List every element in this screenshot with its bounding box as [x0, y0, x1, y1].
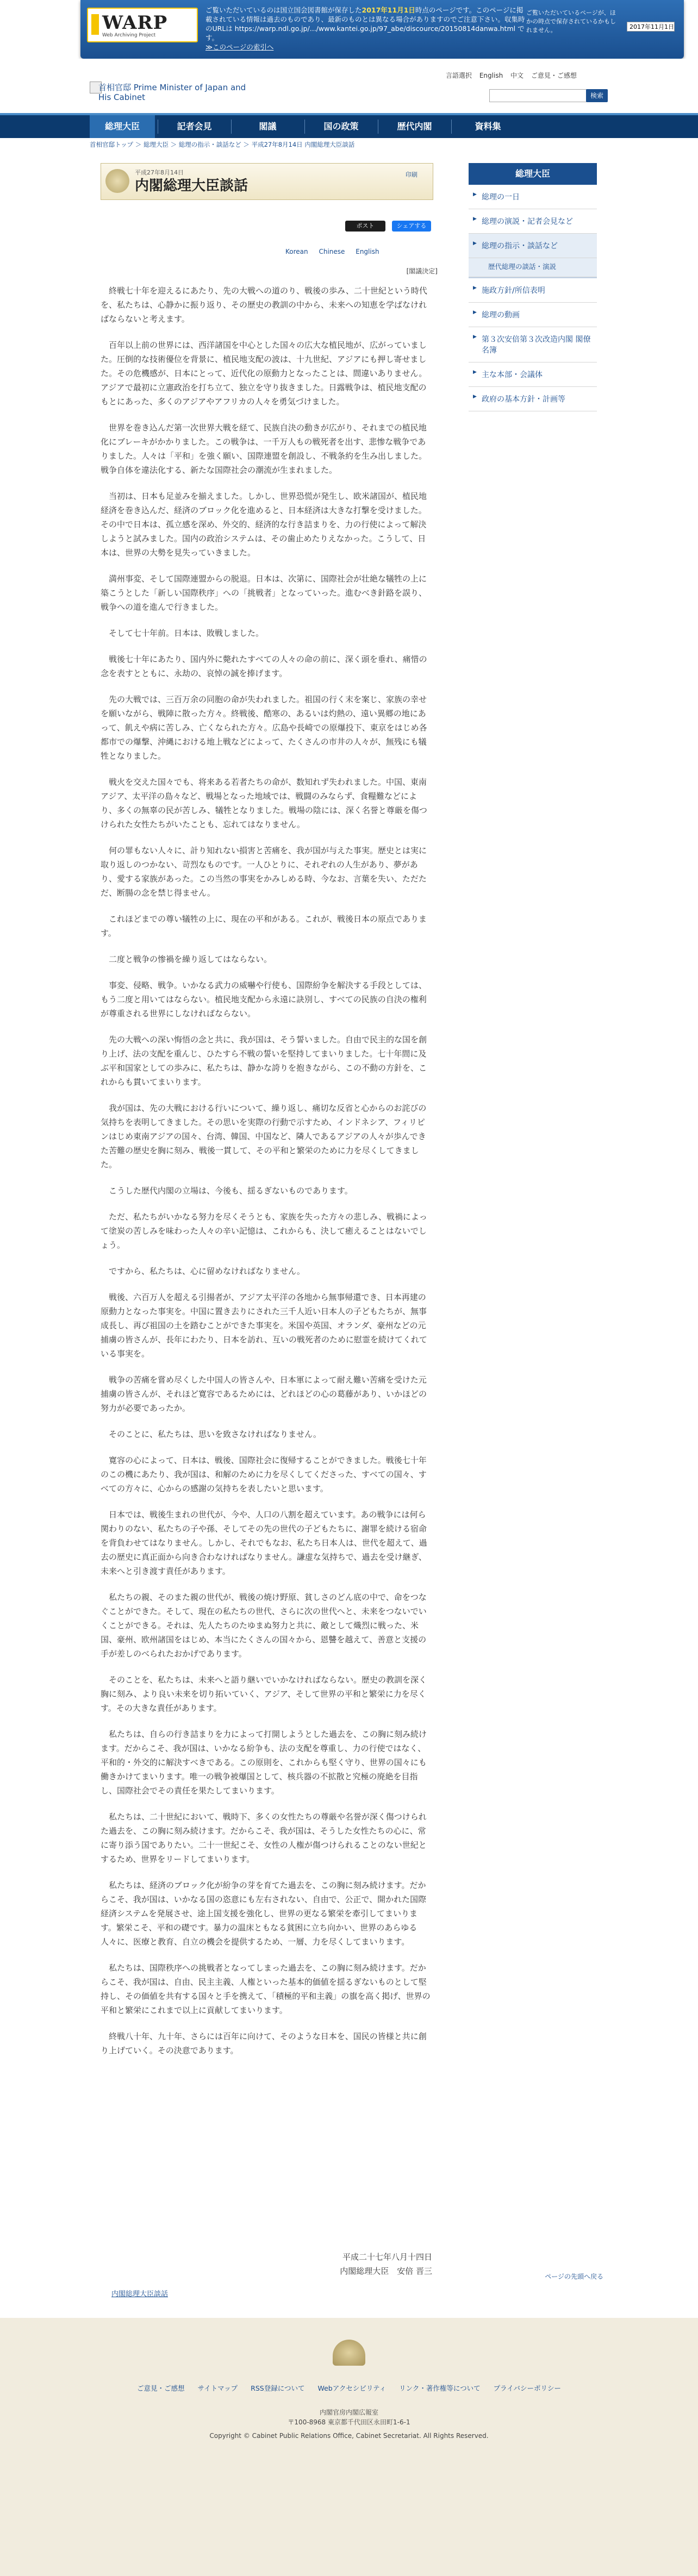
statement-paragraph: 二度と戦争の惨禍を繰り返してはならない。	[109, 954, 272, 964]
warp-logo-sub: Web Archiving Project	[102, 33, 156, 38]
sidebar-item-basic-policy[interactable]: ▶ 政府の基本方針・計画等	[469, 387, 597, 411]
nav-prime-minister[interactable]: 総理大臣	[90, 115, 155, 138]
footer-link-feedback[interactable]: ご意見・ご感想	[137, 2384, 185, 2392]
nav-cabinet-meeting[interactable]: 閣議	[259, 121, 277, 132]
statement-link[interactable]: 内閣総理大臣談話	[111, 2290, 169, 2298]
statement-paragraph: 戦争の苦痛を嘗め尽くした中国人の皆さんや、日本軍によって耐え難い苦痛を受けた元捕虜の皆さんが、それほど寛容であるためには、どれほどの心の葛藤があり、いかほどの努力が必要であったか。	[101, 1375, 427, 1413]
sidebar-item-speeches[interactable]: ▶ 総理の演説・記者会見など	[469, 209, 597, 234]
warp-logo-mark	[91, 14, 99, 35]
print-link[interactable]: 印刷	[406, 171, 417, 178]
footer-link-sitemap[interactable]: サイトマップ	[197, 2384, 238, 2392]
statement-paragraph: 先の大戦への深い悔悟の念と共に、我が国は、そう誓いました。自由で民主的な国を創り上げ、法の支配を重んじ、ひたすら不戦の誓いを堅持してまいりました。七十年間に及ぶ平和国家としての歩みに、私たちは、静かな誇りを抱きながら、この不動の方針を、これからも貫いてまいります。	[101, 1035, 427, 1087]
statement-paragraph: 何の罪もない人々に、計り知れない損害と苦痛を、我が国が与えた事実。歴史とは実に取り返しのつかない、苛烈なものです。一人ひとりに、それぞれの人生があり、夢があり、愛する家族があった。この当然の事実をかみしめる時、今なお、言葉を失い、ただただ、断腸の念を禁じ得ません。	[101, 846, 427, 898]
warp-date-select[interactable]: 2017年11月1日	[627, 22, 675, 32]
warp-side-text: ご覧いただいているページが、ほかの時点で保存されているかもしれません。	[526, 9, 616, 34]
site-header	[0, 59, 698, 113]
nav-documents[interactable]: 資料集	[475, 121, 501, 132]
statement-paragraph: そのことを、私たちは、未来へと語り継いでいかなければならない。歴史の教訓を深く胸に刻み、より良い未来を切り拓いていく、アジア、そして世界の平和と繁栄に力を尽くす。その大きな責任があります。	[101, 1675, 427, 1713]
warp-banner	[80, 0, 684, 59]
statement-paragraph: 私たちは、二十世紀において、戦時下、多くの女性たちの尊厳や名誉が深く傷つけられた過去を、この胸に刻み続けます。だからこそ、我が国は、そうした女性たちの心に、常に寄り添う国でありたい。二十一世紀こそ、女性の人権が傷つけられることのない世紀とするため、世界をリードしてまいります。	[101, 1812, 427, 1864]
sidebar-item-statements[interactable]: ▶ 総理の指示・談話など	[469, 234, 597, 258]
sidebar-item-daily[interactable]: ▶ 総理の一日	[469, 185, 597, 209]
statement-paragraph: 我が国は、先の大戦における行いについて、繰り返し、痛切な反省と心からのお詫びの気持ちを表明してきました。その思いを実際の行動で示すため、インドネシア、フィリピンはじめ東南アジアの国々、台湾、韓国、中国など、隣人であるアジアの人々が歩んできた苦難の歴史を胸に刻み、戦後一貫して、その平和と繁栄のために力を尽くしてきました。	[101, 1103, 427, 1170]
statement-paragraph: 戦後七十年にあたり、国内外に斃れたすべての人々の命の前に、深く頭を垂れ、痛惜の念を表すとともに、永劫の、哀悼の誠を捧げます。	[101, 654, 427, 678]
warp-logo-text: WARP	[102, 12, 168, 34]
footer-office	[0, 2408, 698, 2427]
footer-crest-icon	[333, 2340, 365, 2366]
footer-link-copyright[interactable]: リンク・著作権等について	[399, 2384, 481, 2392]
footer-link-rss[interactable]: RSS登録について	[251, 2384, 305, 2392]
statement-paragraph: 終戦八十年、九十年、さらには百年に向けて、そのような日本を、国民の皆様と共に創り上げていく。その決意であります。	[101, 2031, 427, 2055]
nav-divider	[451, 120, 452, 134]
sidebar-subitem-past-statements[interactable]: 歴代総理の談話・演説	[469, 258, 597, 277]
page-date: 平成27年8月14日	[135, 169, 184, 176]
chinese-version-link[interactable]: Chinese	[319, 248, 345, 255]
statement-paragraph: 私たちは、国際秩序への挑戦者となってしまった過去を、この胸に刻み続けます。だからこそ、我が国は、自由、民主主義、人権といった基本的価値を揺るぎないものとして堅持し、その価値を共有する国々と手を携えて、「積極的平和主義」の旗を高く掲げ、世界の平和と繁栄にこれまで以上に貢献してまいります。	[101, 1963, 431, 2015]
statement-paragraph: こうした歴代内閣の立場は、今後も、揺るぎないものであります。	[109, 1186, 353, 1196]
statement-paragraph: 当初は、日本も足並みを揃えました。しかし、世界恐慌が発生し、欧米諸国が、植民地経済を巻き込んだ、経済のブロック化を進めると、日本経済は大きな打撃を受けました。その中で日本は、孤立感を深め、外交的、経済的な行き詰まりを、力の行使によって解決しようと試みました。国内の政治システムは、その歯止めたりえなかった。こうして、日本は、世界の大勢を見失っていきました。	[101, 491, 427, 558]
footer-office-name: 内閣官房内閣広報室	[319, 2409, 378, 2416]
footer-links	[0, 2383, 698, 2393]
page-title: 内閣総理大臣談話	[135, 178, 248, 194]
statement-paragraph: 事変、侵略、戦争。いかなる武力の威嚇や行使も、国際紛争を解決する手段としては、もう二度と用いてはならない。植民地支配から永遠に訣別し、すべての民族の自決の権利が尊重される世界にしなければならない。	[101, 980, 427, 1018]
statement-paragraph: 百年以上前の世界には、西洋諸国を中心とした国々の広大な植民地が、広がっていました。圧倒的な技術優位を背景に、植民地支配の波は、十九世紀、アジアにも押し寄せました。その危機感が、日本にとって、近代化の原動力となったことは、間違いありません。アジアで最初に立憲政治を打ち立て、独立を守り抜きました。日露戦争は、植民地支配のもとにあった、多くのアジアやアフリカの人々を勇気づけました。	[101, 340, 427, 407]
warp-message-post: 時点のページです。このページに掲載されている情報は過去のものであり、最新のものとは異なる場合がありますのでご注意下さい。収集時のURLは https://warp.ndl.go.jp/.../www.kantei.go.jp/97_abe/discource/20150814danwa.html です。	[205, 6, 525, 42]
cabinet-decision-label: [閣議決定]	[406, 267, 438, 275]
statement-paragraph: そして七十年前。日本は、敗戦しました。	[109, 628, 264, 638]
sidebar-heading: 総理大臣	[469, 163, 597, 185]
kiri-crest-icon	[105, 169, 129, 193]
social-buttons	[345, 221, 454, 232]
language-select-label: 言語選択	[446, 72, 472, 79]
korean-link[interactable]: Korean	[285, 248, 308, 255]
english-version-link[interactable]: English	[356, 248, 379, 255]
statement-paragraph: 先の大戦では、三百万余の同胞の命が失われました。祖国の行く末を案じ、家族の幸せを願いながら、戦陣に散った方々。終戦後、酷寒の、あるいは灼熱の、遠い異郷の地にあって、飢えや病に苦しみ、亡くなられた方々。広島や長崎での原爆投下、東京をはじめ各都市での爆撃、沖縄における地上戦などによって、たくさんの市井の人々が、無残にも犠牲となりました。	[101, 695, 427, 761]
footer-link-privacy[interactable]: プライバシーポリシー	[493, 2384, 561, 2392]
chinese-link[interactable]: 中文	[510, 72, 524, 79]
footer-link-accessibility[interactable]: Webアクセシビリティ	[317, 2384, 387, 2392]
statement-paragraph: そのことに、私たちは、思いを致さなければなりません。	[109, 1429, 321, 1439]
warp-index-link[interactable]: ≫このページの索引へ	[205, 43, 274, 51]
statement-paragraph: 戦後、六百万人を超える引揚者が、アジア太平洋の各地から無事帰還でき、日本再建の原動力となった事実を。中国に置き去りにされた三千人近い日本人の子どもたちが、無事成長し、再び祖国の土を踏むことができた事実を。米国や英国、オランダ、豪州などの元捕虜の皆さんが、長年にわたり、日本を訪れ、互いの戦死者のために慰霊を続けてくれている事実を。	[101, 1292, 427, 1359]
footer-address: 〒100-8968 東京都千代田区永田町1-6-1	[288, 2418, 410, 2426]
sidebar-item-cabinet-list[interactable]: ▶ 第３次安倍第３次改造内閣 閣僚名簿	[469, 327, 597, 362]
statement-paragraph: 終戦七十年を迎えるにあたり、先の大戦への道のり、戦後の歩み、二十世紀という時代を、私たちは、心静かに振り返り、その歴史の教訓の中から、未来への知恵を学ばなければならないと考えます。	[101, 286, 427, 324]
site-logo-text[interactable]: 首相官邸 Prime Minister of Japan and His Cabinet	[98, 83, 246, 102]
title-box	[101, 163, 433, 200]
nav-past-cabinets[interactable]: 歴代内閣	[397, 121, 432, 132]
nav-divider	[231, 120, 232, 134]
statement-paragraph: これほどまでの尊い犠牲の上に、現在の平和がある。これが、戦後日本の原点であります。	[101, 914, 427, 938]
site-logo[interactable]	[90, 80, 253, 112]
statement-paragraph: ですから、私たちは、心に留めなければなりません。	[109, 1266, 305, 1276]
footer	[0, 2318, 698, 2576]
statement-paragraph: 私たちは、自らの行き詰まりを力によって打開しようとした過去を、この胸に刻み続けます。だからこそ、我が国は、いかなる紛争も、法の支配を尊重し、力の行使ではなく、平和的・外交的に解決すべきである。この原則を、これからも堅く守り、世界の国々にも働きかけてまいります。唯一の戦争被爆国として、核兵器の不拡散と究極の廃絶を目指し、国際社会でその責任を果たしてまいります。	[101, 1729, 427, 1796]
warp-logo[interactable]	[87, 8, 198, 42]
english-link[interactable]: English	[479, 72, 503, 79]
statement-paragraph: 戦火を交えた国々でも、将来ある若者たちの命が、数知れず失われました。中国、東南アジア、太平洋の島々など、戦場となった地域では、戦闘のみならず、食糧難などにより、多くの無辜の民が苦しみ、犠牲となりました。戦場の陰には、深く名誉と尊厳を傷つけられた女性たちがいたことも、忘れてはなりません。	[101, 777, 427, 829]
warp-message	[205, 5, 526, 52]
breadcrumb[interactable]: 首相官邸トップ ＞ 総理大臣 ＞ 総理の指示・談話など ＞ 平成27年8月14日 内閣総理大臣談話	[90, 141, 355, 148]
sidebar	[469, 163, 597, 411]
signature-date: 平成二十七年八月十四日	[342, 2252, 432, 2262]
statement-paragraph: 日本では、戦後生まれの世代が、今や、人口の八割を超えています。あの戦争には何ら関わりのない、私たちの子や孫、そしてその先の世代の子どもたちに、謝罪を続ける宿命を背負わせてはなりません。しかし、それでもなお、私たち日本人は、世代を超えて、過去の歴史に真正面から向き合わなければなりません。謙虚な気持ちで、過去を受け継ぎ、未来へと引き渡す責任があります。	[101, 1510, 427, 1576]
utility-links	[446, 71, 685, 80]
language-links	[285, 248, 443, 255]
feedback-link[interactable]: ご意見・ご感想	[531, 72, 577, 79]
nav-policies[interactable]: 国の政策	[323, 121, 359, 132]
warp-message-pre: ご覧いただいているのは国立国会図書館が保存した	[205, 6, 362, 14]
search-button[interactable]: 検索	[586, 89, 608, 102]
nav-divider	[304, 120, 305, 134]
global-nav	[0, 113, 698, 138]
signature-name: 内閣総理大臣 安倍 晋三	[340, 2266, 432, 2276]
warp-message-date: 2017年11月1日	[362, 6, 415, 14]
statement-paragraph: ただ、私たちがいかなる努力を尽くそうとも、家族を失った方々の悲しみ、戦禍によって塗炭の苦しみを味わった人々の辛い記憶は、これからも、決して癒えることはないでしょう。	[101, 1212, 427, 1250]
sidebar-item-policy-speech[interactable]: ▶ 施政方針/所信表明	[469, 278, 597, 303]
footer-copyright: Copyright © Cabinet Public Relations Office, Cabinet Secretariat. All Rights Reserved.	[209, 2432, 489, 2440]
statement-paragraph: 私たちは、経済のブロック化が紛争の芽を育てた過去を、この胸に刻み続けます。だからこそ、我が国は、いかなる国の恣意にも左右されない、自由で、公正で、開かれた国際経済システムを発展させ、途上国支援を強化し、世界の更なる繁栄を牽引してまいります。繁栄こそ、平和の礎です。暴力の温床ともなる貧困に立ち向かい、世界のあらゆる人々に、医療と教育、自立の機会を提供するため、一層、力を尽くしてまいります。	[101, 1880, 427, 1947]
statement-paragraph: 世界を巻き込んだ第一次世界大戦を経て、民族自決の動きが広がり、それまでの植民地化にブレーキがかかりました。この戦争は、一千万人もの戦死者を出す、悲惨な戦争でありました。人々は「平和」を強く願い、国際連盟を創設し、不戦条約を生み出しました。戦争自体を違法化する、新たな国際社会の潮流が生まれました。	[101, 423, 427, 475]
nav-press-conference[interactable]: 記者会見	[177, 121, 212, 132]
sidebar-item-videos[interactable]: ▶ 総理の動画	[469, 303, 597, 327]
post-button[interactable]: ポスト	[345, 221, 385, 232]
statement-paragraph: 満州事変、そして国際連盟からの脱退。日本は、次第に、国際社会が壮絶な犠牲の上に築こうとした「新しい国際秩序」への「挑戦者」となっていった。進むべき針路を誤り、戦争への道を進んで行きました。	[101, 574, 427, 612]
signature	[101, 2250, 432, 2278]
share-button[interactable]: シェアする	[392, 221, 431, 232]
page-top-link[interactable]: ページの先頭へ戻る	[545, 2273, 603, 2280]
statement-paragraph: 寛容の心によって、日本は、戦後、国際社会に復帰することができました。戦後七十年のこの機にあたり、我が国は、和解のために力を尽くしてくださった、すべての国々、すべての方々に、心からの感謝の気持ちを表したいと思います。	[101, 1455, 427, 1493]
search-input[interactable]	[489, 89, 599, 102]
statement-body	[101, 284, 432, 2069]
statement-paragraph: 私たちの親、そのまた親の世代が、戦後の焼け野原、貧しさのどん底の中で、命をつなぐことができた。そして、現在の私たちの世代、さらに次の世代へと、未来をつないでいくことができる。それは、先人たちのたゆまぬ努力と共に、敵として熾烈に戦った、米国、豪州、欧州諸国をはじめ、本当にたくさんの国々から、恩讐を越えて、善意と支援の手が差しのべられたおかげであります。	[101, 1592, 427, 1659]
sidebar-item-headquarters[interactable]: ▶ 主な本部・会議体	[469, 362, 597, 387]
